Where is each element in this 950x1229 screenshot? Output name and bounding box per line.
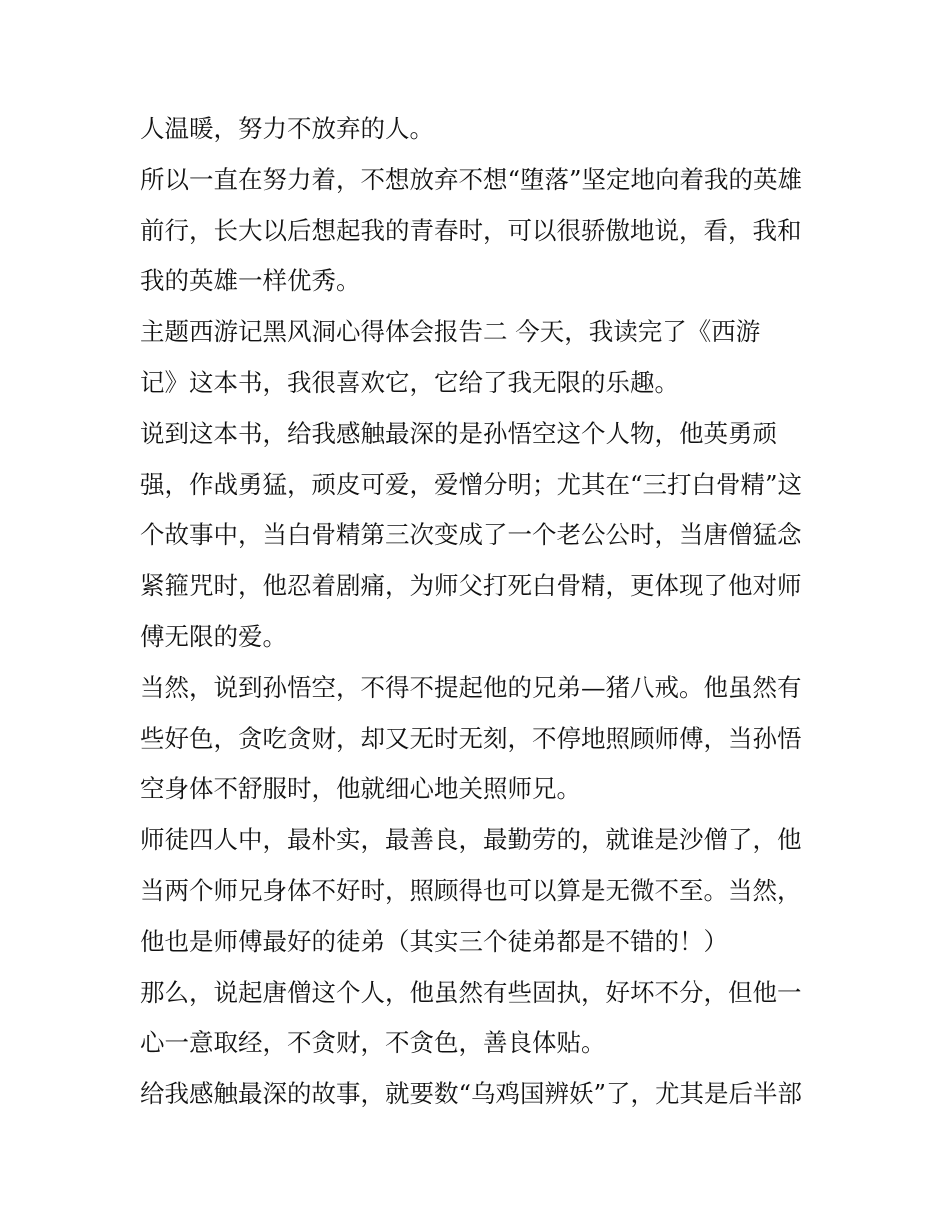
text-line: 他也是师傅最好的徒弟（其实三个徒弟都是不错的！） — [140, 926, 728, 956]
text-line: 前行，长大以后想起我的青春时，可以很骄傲地说，看，我和 — [140, 215, 802, 245]
text-line: 师徒四人中，最朴实，最善良，最勤劳的，就谁是沙僧了，他 — [140, 825, 802, 855]
text-line: 那么，说起唐僧这个人，他虽然有些固执，好坏不分，但他一 — [140, 977, 802, 1007]
text-line: 傅无限的爱。 — [140, 621, 287, 651]
text-line: 强，作战勇猛，顽皮可爱，爱憎分明；尤其在“三打白骨精”这 — [140, 469, 803, 499]
document-body — [140, 104, 820, 1120]
text-line: 个故事中，当白骨精第三次变成了一个老公公时，当唐僧猛念 — [140, 520, 802, 550]
text-line: 我的英雄一样优秀。 — [140, 266, 361, 296]
text-line: 主题西游记黑风洞心得体会报告二 今天，我读完了《西游 — [140, 317, 761, 347]
text-line: 人温暖，努力不放弃的人。 — [140, 114, 434, 143]
text-line: 些好色，贪吃贪财，却又无时无刻，不停地照顾师傅，当孙悟 — [140, 723, 802, 753]
text-line: 空身体不舒服时，他就细心地关照师兄。 — [140, 774, 581, 804]
text-line: 说到这本书，给我感触最深的是孙悟空这个人物，他英勇顽 — [140, 418, 777, 448]
text-line: 给我感触最深的故事，就要数“乌鸡国辨妖”了，尤其是后半部 — [140, 1079, 803, 1109]
text-line: 当然，说到孙悟空，不得不提起他的兄弟—猪八戒。他虽然有 — [140, 672, 802, 702]
text-line: 心一意取经，不贪财，不贪色，善良体贴。 — [140, 1028, 606, 1058]
text-line: 紧箍咒时，他忍着剧痛，为师父打死白骨精，更体现了他对师 — [140, 571, 802, 601]
text-line: 当两个师兄身体不好时，照顾得也可以算是无微不至。当然， — [140, 875, 802, 905]
text-line: 所以一直在努力着，不想放弃不想“堕落”坚定地向着我的英雄 — [140, 164, 803, 194]
text-line: 记》这本书，我很喜欢它，它给了我无限的乐趣。 — [140, 367, 679, 397]
